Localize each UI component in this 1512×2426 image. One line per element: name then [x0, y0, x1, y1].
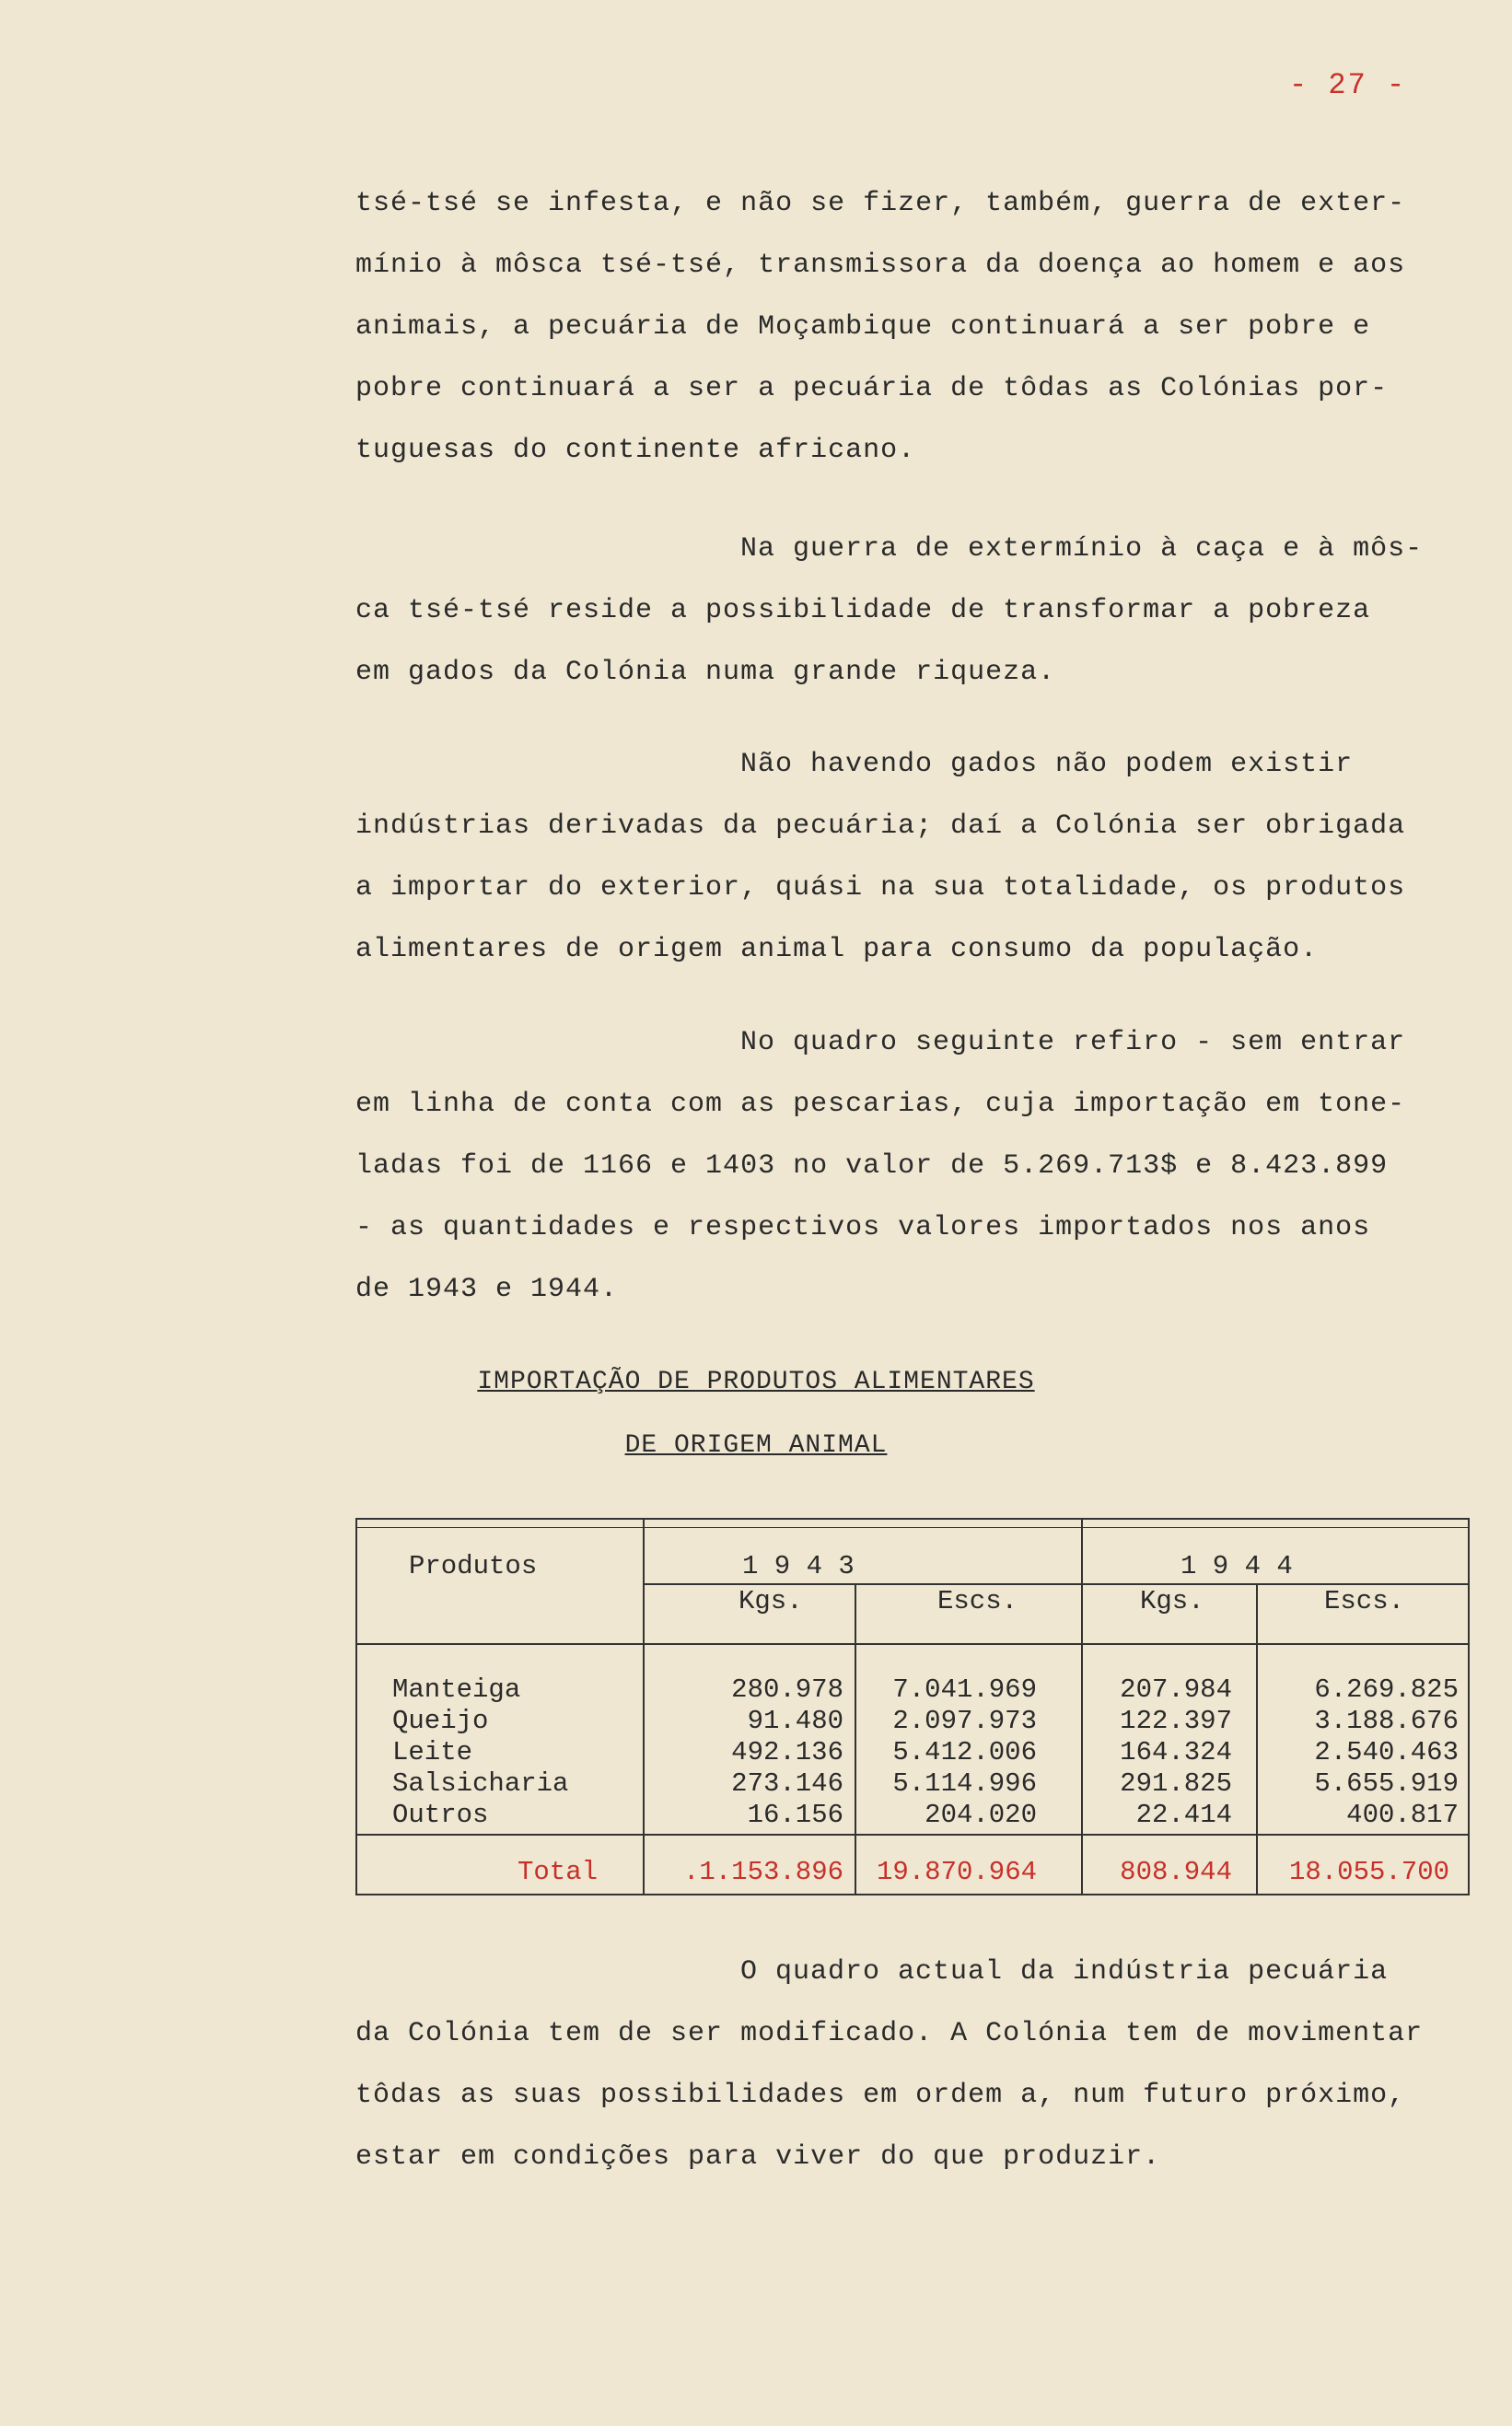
text-line: de 1943 e 1944.	[355, 1274, 619, 1305]
row-product: Outros	[392, 1800, 489, 1830]
import-table	[355, 1518, 1470, 1897]
header-escs-1944: Escs.	[1324, 1586, 1405, 1616]
text-line: alimentares de origem animal para consumo da população.	[355, 934, 1319, 965]
text-line: mínio à môsca tsé-tsé, transmissora da doença ao homem e aos	[355, 250, 1406, 281]
text-line: tôdas as suas possibilidades em ordem a, num futuro próximo,	[355, 2080, 1406, 2111]
row-escs-1944: 6.269.825	[1314, 1674, 1459, 1705]
row-escs-1944: 400.817	[1346, 1800, 1459, 1830]
total-label: Total	[518, 1857, 599, 1887]
text-line: ca tsé-tsé reside a possibilidade de transformar a pobreza	[355, 595, 1371, 626]
table-rule-col4	[1256, 1583, 1258, 1895]
text-line: Na guerra de extermínio à caça e à môs-	[740, 533, 1424, 565]
row-escs-1944: 2.540.463	[1314, 1737, 1459, 1767]
table-rule-bottom	[355, 1894, 1470, 1895]
row-product: Salsicharia	[392, 1768, 569, 1799]
text-line: Não havendo gados não podem existir	[740, 749, 1354, 780]
table-rule-left	[355, 1518, 357, 1895]
row-escs-1943: 2.097.973	[892, 1706, 1037, 1736]
row-kgs-1943: 91.480	[747, 1706, 843, 1736]
row-product: Queijo	[392, 1706, 489, 1736]
row-kgs-1943: 16.156	[747, 1800, 843, 1830]
row-kgs-1944: 122.397	[1120, 1706, 1232, 1736]
text-line: da Colónia tem de ser modificado. A Colónia tem de movimentar	[355, 2018, 1424, 2049]
row-kgs-1943: 492.136	[731, 1737, 843, 1767]
text-line: No quadro seguinte refiro - sem entrar	[740, 1027, 1406, 1058]
row-escs-1944: 5.655.919	[1314, 1768, 1459, 1799]
text-line: tuguesas do continente africano.	[355, 435, 916, 466]
row-escs-1943: 5.114.996	[892, 1768, 1037, 1799]
page-number: - 27 -	[1289, 68, 1407, 102]
table-title-line-1: IMPORTAÇÃO DE PRODUTOS ALIMENTARES	[477, 1368, 1035, 1396]
table-rule-year	[643, 1583, 1470, 1585]
row-kgs-1944: 207.984	[1120, 1674, 1232, 1705]
header-year-1943: 1 9 4 3	[742, 1551, 855, 1581]
paragraph-1	[355, 173, 1460, 482]
row-product: Leite	[392, 1737, 473, 1767]
header-products: Produtos	[409, 1551, 538, 1581]
total-kgs-1943: .1.153.896	[682, 1857, 843, 1887]
row-kgs-1943: 280.978	[731, 1674, 843, 1705]
table-rule-total	[355, 1834, 1470, 1836]
total-kgs-1944: 808.944	[1120, 1857, 1232, 1887]
row-kgs-1943: 273.146	[731, 1768, 843, 1799]
total-escs-1944: 18.055.700	[1288, 1857, 1449, 1887]
paragraph-5	[355, 1942, 1460, 2188]
table-rule-right	[1468, 1518, 1470, 1895]
row-product: Manteiga	[392, 1674, 521, 1705]
row-kgs-1944: 22.414	[1135, 1800, 1232, 1830]
table-title-line-2: DE ORIGEM ANIMAL	[624, 1431, 888, 1460]
header-kgs-1943: Kgs.	[739, 1586, 803, 1616]
paragraph-2	[355, 519, 1460, 704]
text-line: - as quantidades e respectivos valores importados nos anos	[355, 1212, 1371, 1243]
table-rule-top-inner	[355, 1527, 1470, 1528]
total-escs-1943: 19.870.964	[876, 1857, 1037, 1887]
row-escs-1944: 3.188.676	[1314, 1706, 1459, 1736]
header-escs-1943: Escs.	[937, 1586, 1018, 1616]
text-line: estar em condições para viver do que produzir.	[355, 2141, 1161, 2173]
table-rule-col2	[855, 1583, 856, 1895]
text-line: pobre continuará a ser a pecuária de tôdas as Colónias por-	[355, 373, 1389, 404]
table-rule-col3	[1081, 1518, 1083, 1895]
text-line: em gados da Colónia numa grande riqueza.	[355, 657, 1056, 688]
row-kgs-1944: 291.825	[1120, 1768, 1232, 1799]
text-line: a importar do exterior, quási na sua totalidade, os produtos	[355, 872, 1406, 904]
text-line: indústrias derivadas da pecuária; daí a Colónia ser obrigada	[355, 811, 1406, 842]
table-rule-header	[355, 1643, 1470, 1645]
paragraph-4	[355, 1012, 1460, 1321]
row-escs-1943: 5.412.006	[892, 1737, 1037, 1767]
text-line: tsé-tsé se infesta, e não se fizer, também, guerra de exter-	[355, 188, 1406, 219]
paragraph-3	[355, 734, 1460, 981]
text-line: animais, a pecuária de Moçambique continuará a ser pobre e	[355, 311, 1371, 343]
table-rule-col1	[643, 1518, 645, 1895]
text-line: em linha de conta com as pescarias, cuja importação em tone-	[355, 1089, 1406, 1120]
text-line: O quadro actual da indústria pecuária	[740, 1956, 1389, 1988]
row-escs-1943: 7.041.969	[892, 1674, 1037, 1705]
row-kgs-1944: 164.324	[1120, 1737, 1232, 1767]
header-kgs-1944: Kgs.	[1140, 1586, 1204, 1616]
row-escs-1943: 204.020	[925, 1800, 1037, 1830]
text-line: ladas foi de 1166 e 1403 no valor de 5.269.713$ e 8.423.899	[355, 1150, 1389, 1182]
header-year-1944: 1 9 4 4	[1181, 1551, 1293, 1581]
table-rule-top	[355, 1518, 1470, 1520]
